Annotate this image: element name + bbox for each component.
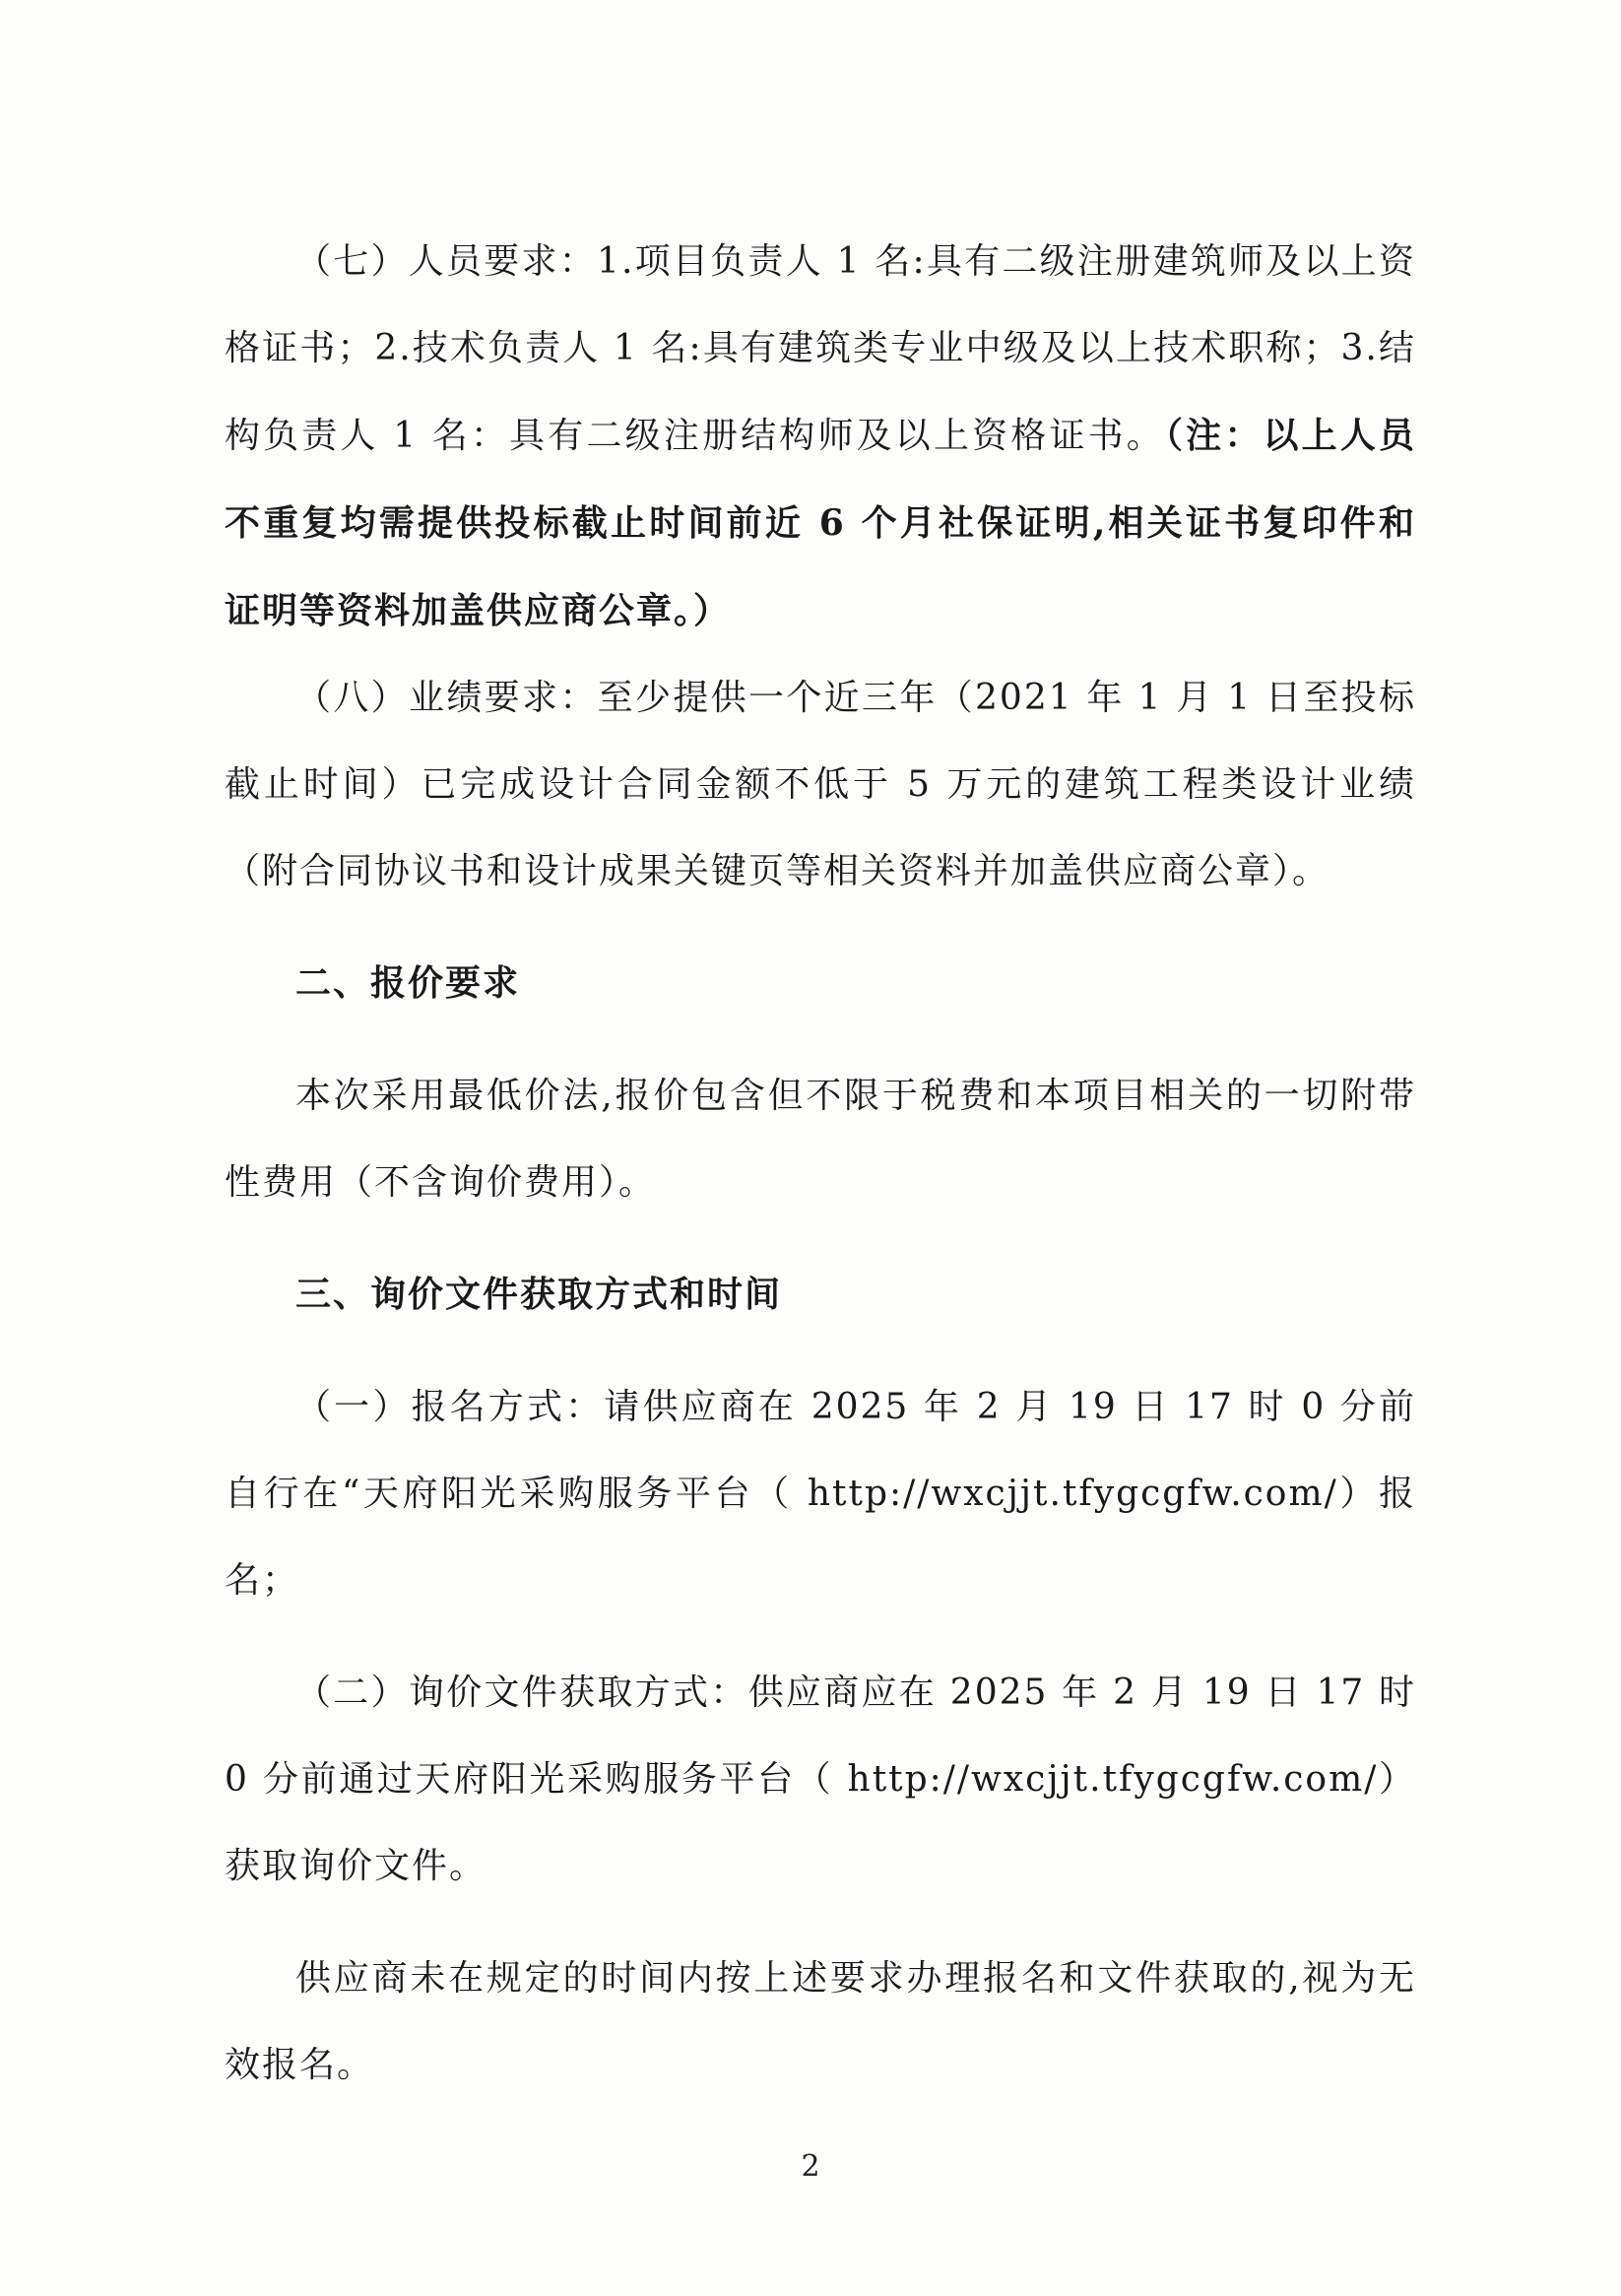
spacer — [225, 1910, 1416, 1935]
spacer — [225, 1624, 1416, 1650]
invalid-registration-note: 供应商未在规定的时间内按上述要求办理报名和文件获取的,视为无效报名。 — [225, 1958, 1416, 2085]
personnel-requirements-note: （注：以上人员不重复均需提供投标截止时间前近 6 个月社保证明,相关证书复印件和证明等资料加盖供应商公章。） — [225, 415, 1416, 631]
quote-requirements-paragraph: 本次采用最低价法,报价包含但不限于税费和本项目相关的一切附带性费用（不含询价费用）。 — [225, 1076, 1416, 1203]
document-acquisition-method-paragraph: （二）询价文件获取方式：供应商应在 2025 年 2 月 19 日 17 时 0 分前通过天府阳光采购服务平台（ http://wxcjjt.tfygcgfw.com/）获取询价文件。 — [225, 1673, 1416, 1886]
page-number: 2 — [801, 2149, 820, 2184]
personnel-requirements-text: （七）人员要求：1.项目负责人 1 名:具有二级注册建筑师及以上资格证书；2.技术负责人 1 名:具有建筑类专业中级及以上技术职称；3.结构负责人 1 名：具有二级注册结构师及以上资格证书。 — [225, 241, 1416, 456]
document-body — [225, 219, 1416, 2109]
quote-requirements-heading: 二、报价要求 — [295, 963, 521, 1004]
performance-requirements-paragraph: （八）业绩要求：至少提供一个近三年（2021 年 1 月 1 日至投标截止时间）已完成设计合同金额不低于 5 万元的建筑工程类设计业绩（附合同协议书和设计成果关键页等相关资料并加盖供应商公章）。 — [225, 678, 1416, 891]
personnel-requirements-paragraph — [225, 219, 1416, 655]
registration-method-paragraph: （一）报名方式：请供应商在 2025 年 2 月 19 日 17 时 0 分前自行在“天府阳光采购服务平台（ http://wxcjjt.tfygcgfw.com/）报名； — [225, 1387, 1416, 1601]
document-acquisition-heading: 三、询价文件获取方式和时间 — [295, 1275, 783, 1315]
